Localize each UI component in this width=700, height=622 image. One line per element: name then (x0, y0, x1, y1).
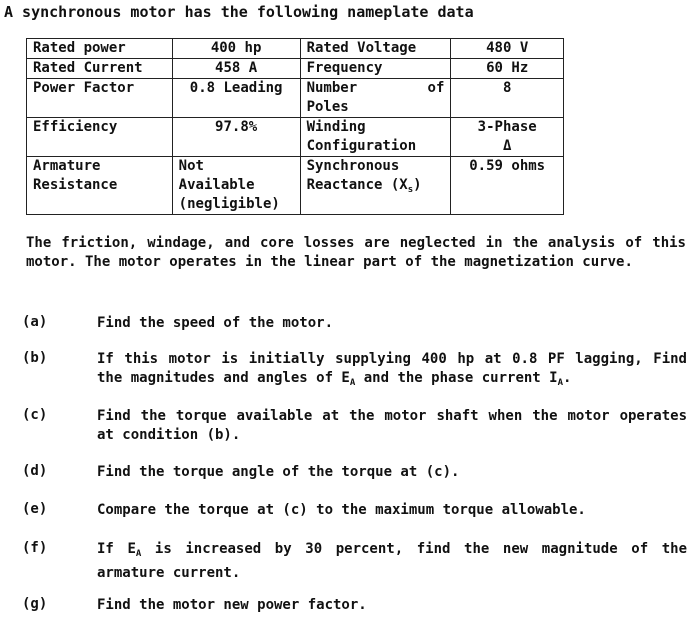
armature-value-line3: (negligible) (178, 196, 280, 212)
frequency-label: Frequency (300, 59, 451, 79)
rated-power-label: Rated power (27, 39, 173, 59)
question-text: Find the motor new power factor. (97, 597, 367, 613)
power-factor-value: 0.8 Leading (172, 79, 300, 118)
reactance-label-line2 (307, 176, 445, 200)
efficiency-value: 97.8% (172, 118, 300, 157)
rated-voltage-value: 480 V (451, 39, 564, 59)
question-f-part2: is increased by 30 percent, find the new magnitude of the armature current. (97, 541, 687, 581)
subscript-a: A (557, 378, 564, 388)
reactance-label-close: ) (413, 177, 422, 193)
frequency-value: 60 Hz (451, 59, 564, 79)
question-text: Find the torque available at the motor shaft when the motor operates at condition (b). (97, 408, 687, 443)
question-label: (b) (22, 350, 48, 366)
armature-value-line1: Not (178, 158, 204, 174)
question-b-part1: If this motor is initially supplying 400 hp at 0.8 PF lagging, Find the magnitudes and angles of E (97, 351, 687, 386)
subscript-a: A (135, 549, 142, 559)
armature-value-line2: Available (178, 177, 255, 193)
question-label: (a) (22, 314, 48, 330)
question-text (97, 540, 687, 583)
nameplate-table (26, 38, 564, 215)
poles-label-line1: Number (306, 80, 358, 96)
table-row (27, 118, 564, 157)
question-b-part2: and the phase current I (355, 370, 558, 386)
efficiency-label: Efficiency (27, 118, 173, 157)
rated-current-value: 458 A (172, 59, 300, 79)
table-row (27, 157, 564, 215)
subscript-a: A (349, 378, 356, 388)
poles-value: 8 (451, 79, 564, 118)
question-b-part3: . (563, 370, 572, 386)
poles-label-line2: Poles (306, 99, 349, 115)
rated-power-value: 400 hp (172, 39, 300, 59)
question-f-part1: If E (97, 541, 136, 557)
armature-label-line2: Resistance (33, 177, 118, 193)
poles-label-of: of (427, 80, 445, 96)
question-text: Find the speed of the motor. (97, 315, 334, 331)
winding-value (451, 118, 564, 157)
table-row (27, 59, 564, 79)
reactance-label-text: Reactance (X (306, 177, 408, 193)
question-text: Find the torque angle of the torque at (c). (97, 464, 460, 480)
power-factor-label: Power Factor (27, 79, 173, 118)
armature-resistance-value (172, 157, 300, 215)
question-label: (c) (22, 407, 48, 423)
armature-label-line1: Armature (33, 158, 101, 174)
question-text (97, 350, 687, 393)
question-label: (f) (22, 540, 48, 556)
table-row (27, 39, 564, 59)
synchronous-reactance-label (300, 157, 451, 215)
intro-paragraph: The friction, windage, and core losses are neglected in the analysis of this motor. The motor operates in the linear part of the magnetization curve. (26, 235, 686, 270)
winding-label-line1: Winding (306, 119, 366, 135)
problem-title: A synchronous motor has the following nameplate data (4, 3, 474, 21)
reactance-subscript: s (407, 185, 414, 195)
question-label: (e) (22, 501, 48, 517)
question-text: Compare the torque at (c) to the maximum torque allowable. (97, 502, 586, 518)
table-row (27, 79, 564, 118)
question-label: (d) (22, 463, 48, 479)
synchronous-reactance-value: 0.59 ohms (451, 157, 564, 215)
winding-value-line2: Δ (502, 138, 512, 154)
winding-value-line1: 3-Phase (477, 119, 537, 135)
armature-resistance-label (27, 157, 173, 215)
rated-voltage-label: Rated Voltage (300, 39, 451, 59)
reactance-label-line1: Synchronous (306, 158, 400, 174)
winding-label-line2: Configuration (306, 138, 417, 154)
winding-label (300, 118, 451, 157)
question-label: (g) (22, 596, 48, 612)
poles-label (300, 79, 451, 118)
rated-current-label: Rated Current (27, 59, 173, 79)
